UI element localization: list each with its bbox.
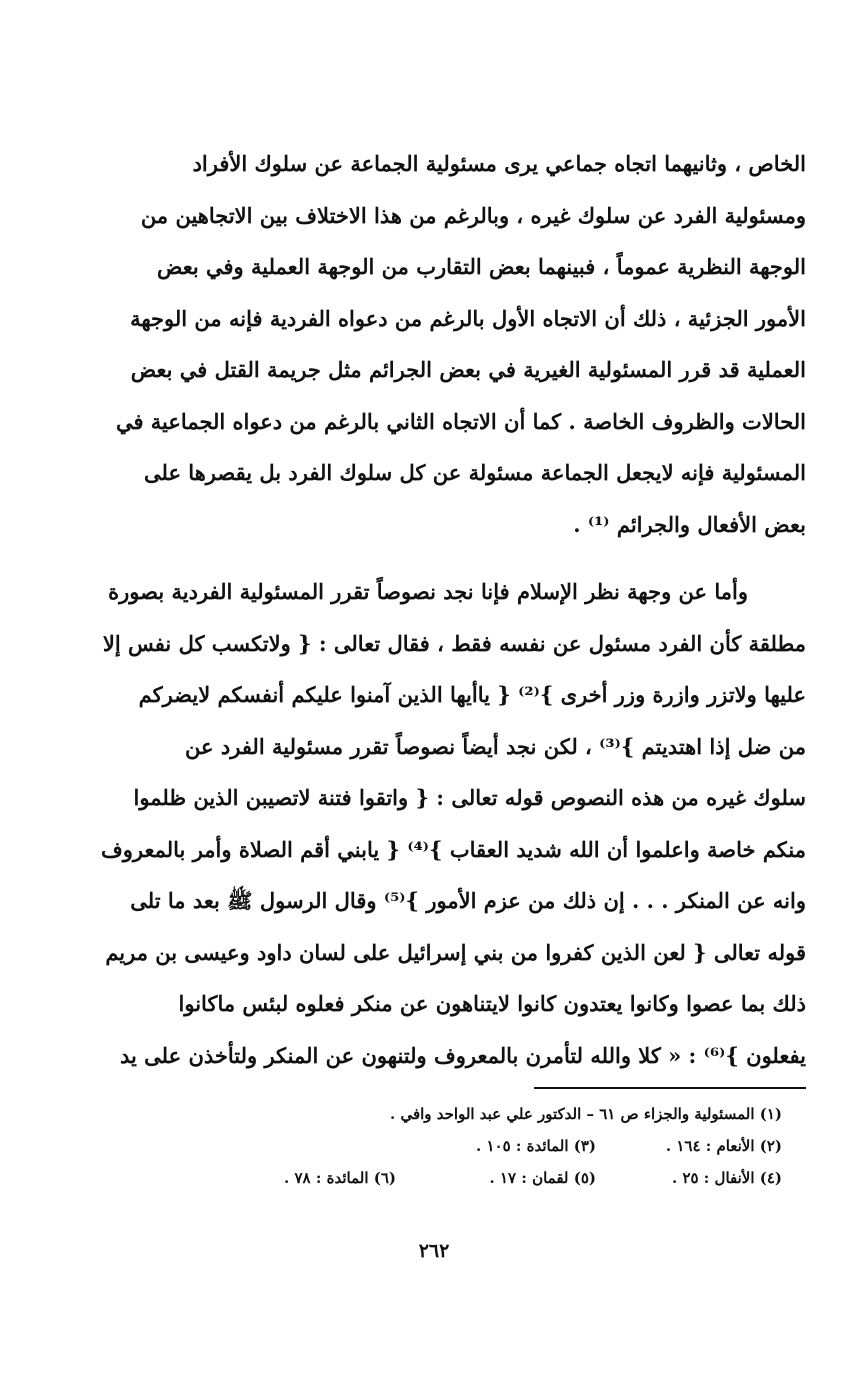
text-line: عليها ولاتزر وازرة وزر أخرى }⁽²⁾ { ياأيها الذين آمنوا عليكم أنفسكم لايضركم — [138, 682, 806, 707]
paragraph-1 — [66, 138, 806, 550]
footnote-6: (٦) المائدة : ٧٨ . — [284, 1169, 396, 1187]
footnotes — [82, 1098, 782, 1194]
text-line: ذلك بما عصوا وكانوا يعتدون كانوا لايتناهون عن منكر فعلوه لبئس ماكانوا — [178, 991, 806, 1016]
text-line: الأمور الجزئية ، ذلك أن الاتجاه الأول بالرغم من دعواه الفردية فإنه من الوجهة — [130, 305, 806, 331]
text-line: المسئولية فإنه لايجعل الجماعة مسئولة عن كل سلوك الفرد بل يقصرها على — [144, 460, 806, 485]
footnote-4: (٤) الأنفال : ٢٥ . — [671, 1169, 782, 1187]
paragraph-2 — [66, 566, 806, 1081]
footnote-row — [82, 1130, 782, 1162]
footnote-3: (٣) المائدة : ١٠٥ . — [476, 1137, 596, 1155]
footnote-row — [82, 1098, 782, 1130]
text-line: مطلقة كأن الفرد مسئول عن نفسه فقط ، فقال تعالى : { ولاتكسب كل نفس إلا — [102, 630, 806, 656]
footnote-row — [82, 1162, 782, 1194]
text-line: سلوك غيره من هذه النصوص قوله تعالى : { واتقوا فتنة لاتصيبن الذين ظلموا — [133, 785, 806, 810]
text-line: الخاص ، وثانيهما اتجاه جماعي يرى مسئولية الجماعة عن سلوك الأفراد — [192, 151, 806, 176]
text-line: الوجهة النظرية عموماً ، فبينهما بعض التقارب من الوجهة العملية وفي بعض — [156, 254, 806, 279]
text-line: منكم خاصة واعلموا أن الله شديد العقاب }⁽⁴⁾ { يابني أقم الصلاة وأمر بالمعروف — [100, 836, 806, 862]
text-line: من ضل إذا اهتديتم }⁽³⁾ ، لكن نجد أيضاً نصوصاً تقرر مسئولية الفرد عن — [185, 733, 806, 759]
text-line: قوله تعالى { لعن الذين كفروا من بني إسرائيل على لسان داود وعيسى بن مريم — [105, 939, 806, 965]
footnote-1: (١) المسئولية والجزاء ص ٦١ – الدكتور علي عبد الواحد وافي . — [390, 1105, 782, 1123]
text-line: العملية قد قرر المسئولية الغيرية في بعض الجرائم مثل جريمة القتل في بعض — [130, 357, 806, 382]
text-line: يفعلون }⁽⁶⁾ : « كلا والله لتأمرن بالمعروف ولتنهون عن المنكر ولتأخذن على يد — [119, 1042, 806, 1068]
text-line: ومسئولية الفرد عن سلوك غيره ، وبالرغم من هذا الاختلاف بين الاتجاهين من — [140, 202, 806, 228]
text-line: بعض الأفعال والجرائم ⁽¹⁾ . — [573, 511, 806, 537]
footnote-2: (٢) الأنعام : ١٦٤ . — [665, 1137, 782, 1155]
footnote-divider — [534, 1087, 806, 1089]
text-line: وأما عن وجهة نظر الإسلام فإنا نجد نصوصاً تقرر المسئولية الفردية بصورة — [108, 579, 748, 604]
text-line: الحالات والظروف الخاصة . كما أن الاتجاه الثاني بالرغم من دعواه الجماعية في — [115, 408, 806, 434]
text-line: وانه عن المنكر . . . إن ذلك من عزم الأمور }⁽⁵⁾ وقال الرسول ﷺ بعد ما تلى — [130, 888, 806, 913]
footnote-5: (٥) لقمان : ١٧ . — [489, 1169, 596, 1187]
page-number: ٢٦٢ — [418, 1240, 450, 1262]
